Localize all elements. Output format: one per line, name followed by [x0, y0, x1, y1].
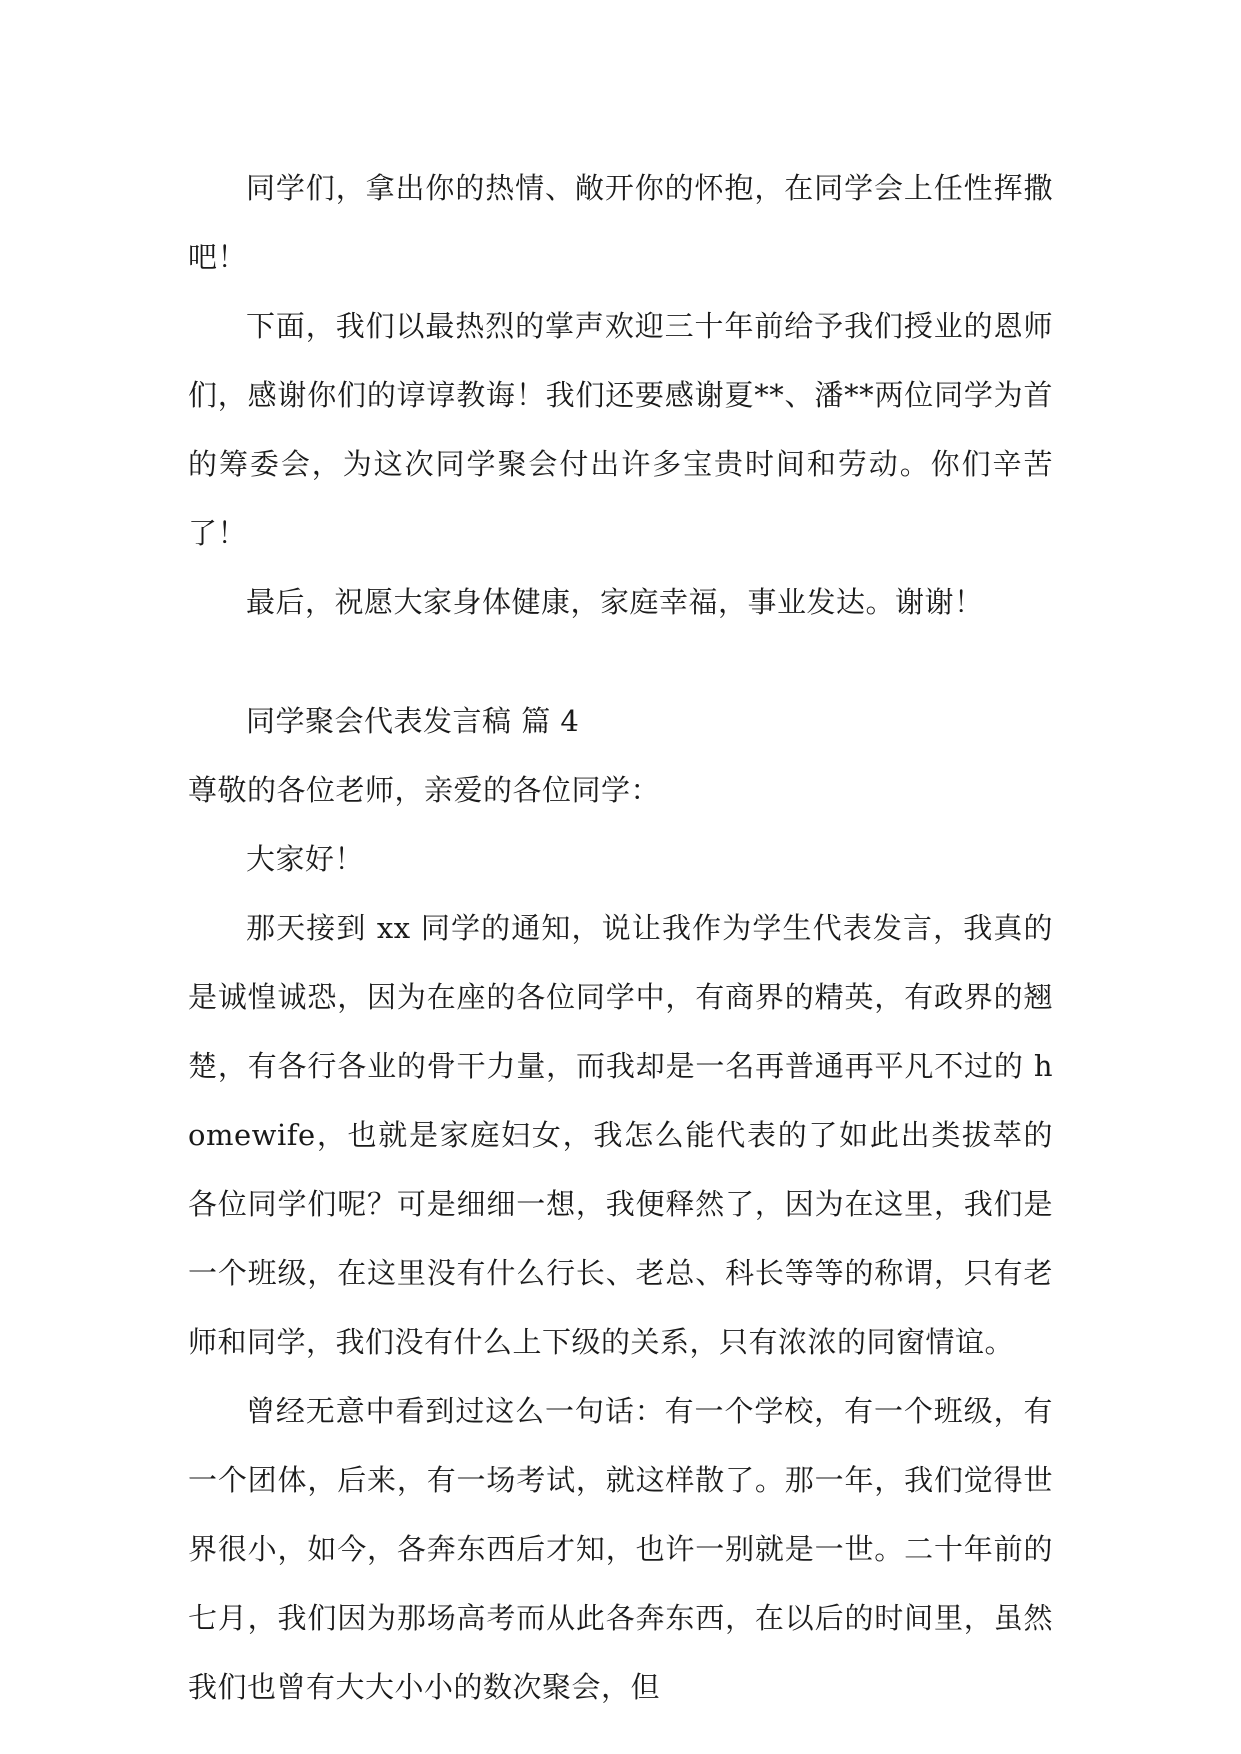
paragraph-wishes: 最后，祝愿大家身体健康，家庭幸福，事业发达。谢谢！: [246, 585, 984, 619]
paragraph-thanks: 下面，我们以最热烈的掌声欢迎三十年前给予我们授业的恩师们，感谢你们的谆谆教诲！我们还要感谢夏**、潘**两位同学为首的筹委会，为这次同学聚会付出许多宝贵时间和劳动。你们辛苦了！: [188, 309, 1053, 550]
salutation: 尊敬的各位老师，亲爱的各位同学：: [188, 773, 661, 807]
paragraph-greeting: 大家好！: [246, 842, 365, 876]
paragraph-memory: 曾经无意中看到过这么一句话：有一个学校，有一个班级，有一个团体，后来，有一场考试，就这样散了。那一年，我们觉得世界很小，如今，各奔东西后才知，也许一别就是一世。二十年前的七月，我们因为那场高考而从此各奔东西，在以后的时间里，虽然我们也曾有大大小小的数次聚会，但: [188, 1394, 1053, 1704]
paragraph-closing-call: 同学们，拿出你的热情、敞开你的怀抱，在同学会上任性挥撒吧！: [188, 171, 1053, 274]
document-body: [188, 154, 1053, 1722]
section-title: 同学聚会代表发言稿 篇 4: [246, 704, 580, 738]
paragraph-notice: 那天接到 xx 同学的通知，说让我作为学生代表发言，我真的是诚惶诚恐，因为在座的各位同学中，有商界的精英，有政界的翘楚，有各行各业的骨干力量，而我却是一名再普通再平凡不过的 homewife，也就是家庭妇女，我怎么能代表的了如此出类拔萃的各位同学们呢？可是细细一想，我便释然了，因为在这里，我们是一个班级，在这里没有什么行长、老总、科长等等的称谓，只有老师和同学，我们没有什么上下级的关系，只有浓浓的同窗情谊。: [188, 911, 1053, 1359]
section-gap: [188, 637, 1053, 687]
